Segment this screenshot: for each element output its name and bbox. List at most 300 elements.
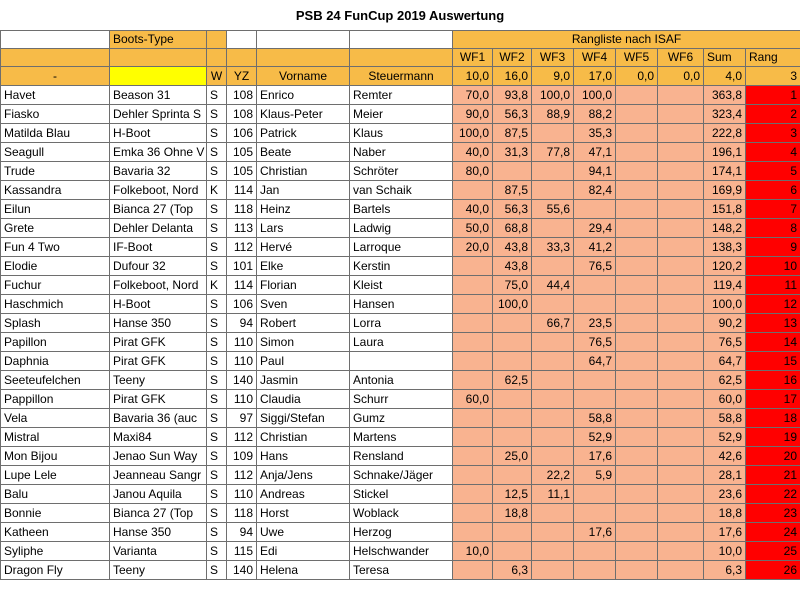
header-rang-value: 3: [746, 67, 800, 86]
wf2-cell: 56,3: [493, 200, 532, 219]
wf2-cell: 43,8: [493, 238, 532, 257]
table-row: [1, 295, 800, 314]
header-row-1: [1, 31, 800, 49]
yz-cell: 106: [227, 295, 257, 314]
wf3-cell: 66,7: [532, 314, 574, 333]
table-row: [1, 124, 800, 143]
header-wf1: WF1: [453, 49, 493, 67]
vorname-cell: Florian: [257, 276, 350, 295]
table-row: [1, 428, 800, 447]
header-w: W: [207, 67, 227, 86]
wf4-cell: [574, 200, 616, 219]
wf6-cell: [658, 390, 704, 409]
table-row: [1, 466, 800, 485]
wf2-cell: [493, 523, 532, 542]
boat-type: Beason 31: [110, 86, 207, 105]
wf6-cell: [658, 314, 704, 333]
yz-cell: 118: [227, 200, 257, 219]
w-cell: S: [207, 314, 227, 333]
vorname-cell: Helena: [257, 561, 350, 580]
steuermann-cell: Herzog: [350, 523, 453, 542]
header-cell-empty: [207, 49, 227, 67]
vorname-cell: Horst: [257, 504, 350, 523]
wf6-cell: [658, 295, 704, 314]
w-cell: S: [207, 428, 227, 447]
vorname-cell: Sven: [257, 295, 350, 314]
vorname-cell: Robert: [257, 314, 350, 333]
header-wf3-value: 9,0: [532, 67, 574, 86]
yz-cell: 114: [227, 276, 257, 295]
wf5-cell: [616, 447, 658, 466]
wf4-cell: 58,8: [574, 409, 616, 428]
sum-cell: 52,9: [704, 428, 746, 447]
wf3-cell: 55,6: [532, 200, 574, 219]
wf5-cell: [616, 542, 658, 561]
wf3-cell: [532, 162, 574, 181]
header-vorname: Vorname: [257, 67, 350, 86]
steuermann-cell: Naber: [350, 143, 453, 162]
boat-type: Folkeboot, Nord: [110, 276, 207, 295]
boat-type: Dufour 32: [110, 257, 207, 276]
boat-type: Hanse 350: [110, 314, 207, 333]
sum-cell: 119,4: [704, 276, 746, 295]
header-wf1-value: 10,0: [453, 67, 493, 86]
yz-cell: 112: [227, 428, 257, 447]
boat-type: Bianca 27 (Top: [110, 200, 207, 219]
vorname-cell: Edi: [257, 542, 350, 561]
yz-cell: 118: [227, 504, 257, 523]
yz-cell: 110: [227, 333, 257, 352]
boat-name: Fuchur: [1, 276, 110, 295]
boat-type: Maxi84: [110, 428, 207, 447]
wf4-cell: [574, 542, 616, 561]
boat-type: Pirat GFK: [110, 352, 207, 371]
wf3-cell: [532, 390, 574, 409]
w-cell: S: [207, 105, 227, 124]
w-cell: S: [207, 542, 227, 561]
steuermann-cell: Schröter: [350, 162, 453, 181]
vorname-cell: Heinz: [257, 200, 350, 219]
wf3-cell: [532, 428, 574, 447]
wf3-cell: [532, 371, 574, 390]
vorname-cell: Simon: [257, 333, 350, 352]
wf1-cell: [453, 352, 493, 371]
sum-cell: 62,5: [704, 371, 746, 390]
wf2-cell: [493, 409, 532, 428]
wf3-cell: 11,1: [532, 485, 574, 504]
steuermann-cell: Bartels: [350, 200, 453, 219]
table-row: [1, 86, 800, 105]
table-row: [1, 390, 800, 409]
wf4-cell: 47,1: [574, 143, 616, 162]
w-cell: S: [207, 238, 227, 257]
boat-type: Pirat GFK: [110, 390, 207, 409]
yz-cell: 114: [227, 181, 257, 200]
wf5-cell: [616, 257, 658, 276]
steuermann-cell: Schurr: [350, 390, 453, 409]
rang-cell: 25: [746, 542, 800, 561]
boat-name: Grete: [1, 219, 110, 238]
wf5-cell: [616, 314, 658, 333]
boat-name: Fun 4 Two: [1, 238, 110, 257]
sum-cell: 76,5: [704, 333, 746, 352]
wf1-cell: [453, 561, 493, 580]
boat-name: Bonnie: [1, 504, 110, 523]
header-wf4: WF4: [574, 49, 616, 67]
wf3-cell: [532, 542, 574, 561]
header-wf5: WF5: [616, 49, 658, 67]
boat-name: Seeteufelchen: [1, 371, 110, 390]
wf1-cell: [453, 523, 493, 542]
yz-cell: 113: [227, 219, 257, 238]
w-cell: S: [207, 143, 227, 162]
boat-type: H-Boot: [110, 124, 207, 143]
rang-cell: 1: [746, 86, 800, 105]
wf5-cell: [616, 466, 658, 485]
table-row: [1, 485, 800, 504]
vorname-cell: Jasmin: [257, 371, 350, 390]
w-cell: S: [207, 485, 227, 504]
wf1-cell: [453, 333, 493, 352]
w-cell: S: [207, 352, 227, 371]
wf5-cell: [616, 143, 658, 162]
table-row: [1, 542, 800, 561]
sum-cell: 222,8: [704, 124, 746, 143]
wf3-cell: [532, 352, 574, 371]
wf6-cell: [658, 561, 704, 580]
steuermann-cell: Stickel: [350, 485, 453, 504]
rang-cell: 9: [746, 238, 800, 257]
wf4-cell: [574, 561, 616, 580]
wf4-cell: 76,5: [574, 257, 616, 276]
wf3-cell: 100,0: [532, 86, 574, 105]
wf2-cell: 12,5: [493, 485, 532, 504]
wf5-cell: [616, 485, 658, 504]
header-wf2-value: 16,0: [493, 67, 532, 86]
wf6-cell: [658, 238, 704, 257]
wf1-cell: [453, 466, 493, 485]
wf2-cell: 93,8: [493, 86, 532, 105]
rang-cell: 13: [746, 314, 800, 333]
vorname-cell: Elke: [257, 257, 350, 276]
wf2-cell: 100,0: [493, 295, 532, 314]
table-row: [1, 181, 800, 200]
wf6-cell: [658, 409, 704, 428]
boat-type: Pirat GFK: [110, 333, 207, 352]
yz-cell: 109: [227, 447, 257, 466]
wf6-cell: [658, 162, 704, 181]
wf5-cell: [616, 409, 658, 428]
header-cell-empty: [350, 49, 453, 67]
wf1-cell: 10,0: [453, 542, 493, 561]
wf6-cell: [658, 466, 704, 485]
boat-type: Emka 36 Ohne V: [110, 143, 207, 162]
wf1-cell: 60,0: [453, 390, 493, 409]
header-row-3: [1, 67, 800, 86]
w-cell: S: [207, 333, 227, 352]
wf5-cell: [616, 523, 658, 542]
steuermann-cell: Kerstin: [350, 257, 453, 276]
header-wf6: WF6: [658, 49, 704, 67]
steuermann-cell: Kleist: [350, 276, 453, 295]
wf4-cell: 35,3: [574, 124, 616, 143]
boat-type: Teeny: [110, 371, 207, 390]
sum-cell: 17,6: [704, 523, 746, 542]
w-cell: S: [207, 295, 227, 314]
w-cell: K: [207, 276, 227, 295]
rang-cell: 11: [746, 276, 800, 295]
wf4-cell: 88,2: [574, 105, 616, 124]
rang-cell: 4: [746, 143, 800, 162]
header-steuermann: Steuermann: [350, 67, 453, 86]
wf1-cell: 40,0: [453, 200, 493, 219]
boat-type: IF-Boot: [110, 238, 207, 257]
header-row-2: [1, 49, 800, 67]
rang-cell: 17: [746, 390, 800, 409]
vorname-cell: Christian: [257, 162, 350, 181]
wf3-cell: [532, 447, 574, 466]
header-rang: Rang: [746, 49, 800, 67]
vorname-cell: Patrick: [257, 124, 350, 143]
wf4-cell: [574, 295, 616, 314]
steuermann-cell: Meier: [350, 105, 453, 124]
boat-name: Splash: [1, 314, 110, 333]
sum-cell: 60,0: [704, 390, 746, 409]
table-row: [1, 276, 800, 295]
vorname-cell: Anja/Jens: [257, 466, 350, 485]
header-dash: -: [1, 67, 110, 86]
w-cell: S: [207, 561, 227, 580]
sum-cell: 151,8: [704, 200, 746, 219]
boat-name: Lupe Lele: [1, 466, 110, 485]
steuermann-cell: Lorra: [350, 314, 453, 333]
wf4-cell: 94,1: [574, 162, 616, 181]
wf3-cell: 33,3: [532, 238, 574, 257]
yz-cell: 115: [227, 542, 257, 561]
rang-cell: 23: [746, 504, 800, 523]
wf4-cell: 17,6: [574, 523, 616, 542]
rang-cell: 20: [746, 447, 800, 466]
wf6-cell: [658, 276, 704, 295]
w-cell: S: [207, 409, 227, 428]
wf5-cell: [616, 200, 658, 219]
sum-cell: 42,6: [704, 447, 746, 466]
wf2-cell: 31,3: [493, 143, 532, 162]
header-wf5-value: 0,0: [616, 67, 658, 86]
yz-cell: 140: [227, 561, 257, 580]
rang-cell: 24: [746, 523, 800, 542]
wf2-cell: 25,0: [493, 447, 532, 466]
wf2-cell: 43,8: [493, 257, 532, 276]
wf6-cell: [658, 447, 704, 466]
wf4-cell: 82,4: [574, 181, 616, 200]
wf1-cell: [453, 371, 493, 390]
wf4-cell: 41,2: [574, 238, 616, 257]
wf3-cell: 77,8: [532, 143, 574, 162]
rang-cell: 19: [746, 428, 800, 447]
wf1-cell: [453, 181, 493, 200]
wf1-cell: 50,0: [453, 219, 493, 238]
table-row: [1, 219, 800, 238]
wf1-cell: [453, 257, 493, 276]
sum-cell: 196,1: [704, 143, 746, 162]
rang-cell: 16: [746, 371, 800, 390]
boat-type: Bavaria 36 (auc: [110, 409, 207, 428]
wf6-cell: [658, 219, 704, 238]
w-cell: S: [207, 466, 227, 485]
header-rangliste: Rangliste nach ISAF: [453, 31, 800, 49]
vorname-cell: Andreas: [257, 485, 350, 504]
wf4-cell: 52,9: [574, 428, 616, 447]
boat-name: Papillon: [1, 333, 110, 352]
wf1-cell: [453, 447, 493, 466]
sum-cell: 174,1: [704, 162, 746, 181]
wf3-cell: [532, 181, 574, 200]
header-cell-empty: [110, 49, 207, 67]
sum-cell: 28,1: [704, 466, 746, 485]
wf2-cell: 68,8: [493, 219, 532, 238]
wf3-cell: [532, 124, 574, 143]
wf5-cell: [616, 295, 658, 314]
boat-name: Trude: [1, 162, 110, 181]
wf5-cell: [616, 276, 658, 295]
vorname-cell: Claudia: [257, 390, 350, 409]
wf5-cell: [616, 181, 658, 200]
yz-cell: 140: [227, 371, 257, 390]
wf4-cell: 64,7: [574, 352, 616, 371]
wf1-cell: 100,0: [453, 124, 493, 143]
yz-cell: 106: [227, 124, 257, 143]
sum-cell: 18,8: [704, 504, 746, 523]
wf3-cell: [532, 219, 574, 238]
wf1-cell: 70,0: [453, 86, 493, 105]
wf4-cell: 100,0: [574, 86, 616, 105]
vorname-cell: Uwe: [257, 523, 350, 542]
boat-name: Vela: [1, 409, 110, 428]
sum-cell: 148,2: [704, 219, 746, 238]
yz-cell: 112: [227, 238, 257, 257]
rang-cell: 3: [746, 124, 800, 143]
wf3-cell: [532, 523, 574, 542]
wf5-cell: [616, 162, 658, 181]
yz-cell: 105: [227, 143, 257, 162]
vorname-cell: Hans: [257, 447, 350, 466]
wf2-cell: [493, 352, 532, 371]
steuermann-cell: Rensland: [350, 447, 453, 466]
rang-cell: 10: [746, 257, 800, 276]
header-cell-empty: [227, 31, 257, 49]
wf2-cell: [493, 428, 532, 447]
steuermann-cell: Helschwander: [350, 542, 453, 561]
boat-name: Dragon Fly: [1, 561, 110, 580]
wf2-cell: 6,3: [493, 561, 532, 580]
yz-cell: 110: [227, 485, 257, 504]
wf2-cell: 18,8: [493, 504, 532, 523]
wf6-cell: [658, 523, 704, 542]
wf5-cell: [616, 333, 658, 352]
boat-name: Haschmich: [1, 295, 110, 314]
header-cell-empty: [350, 31, 453, 49]
wf2-cell: 62,5: [493, 371, 532, 390]
wf4-cell: 17,6: [574, 447, 616, 466]
sum-cell: 90,2: [704, 314, 746, 333]
wf5-cell: [616, 561, 658, 580]
boat-name: Syliphe: [1, 542, 110, 561]
rang-cell: 26: [746, 561, 800, 580]
steuermann-cell: Remter: [350, 86, 453, 105]
table-row: [1, 409, 800, 428]
boat-name: Fiasko: [1, 105, 110, 124]
boat-type: Jenao Sun Way: [110, 447, 207, 466]
steuermann-cell: Schnake/Jäger: [350, 466, 453, 485]
wf2-cell: 75,0: [493, 276, 532, 295]
rang-cell: 14: [746, 333, 800, 352]
boat-name: Eilun: [1, 200, 110, 219]
rang-cell: 5: [746, 162, 800, 181]
steuermann-cell: Hansen: [350, 295, 453, 314]
rang-cell: 22: [746, 485, 800, 504]
wf1-cell: 20,0: [453, 238, 493, 257]
wf6-cell: [658, 181, 704, 200]
w-cell: S: [207, 200, 227, 219]
wf3-cell: [532, 409, 574, 428]
wf3-cell: [532, 295, 574, 314]
vorname-cell: Beate: [257, 143, 350, 162]
wf3-cell: 88,9: [532, 105, 574, 124]
wf3-cell: [532, 504, 574, 523]
boat-type: Janou Aquila: [110, 485, 207, 504]
boat-type: Dehler Sprinta S: [110, 105, 207, 124]
steuermann-cell: Ladwig: [350, 219, 453, 238]
header-cell-empty: [257, 49, 350, 67]
yz-cell: 94: [227, 314, 257, 333]
vorname-cell: Paul: [257, 352, 350, 371]
wf2-cell: [493, 162, 532, 181]
wf1-cell: [453, 276, 493, 295]
rang-cell: 15: [746, 352, 800, 371]
boat-name: Katheen: [1, 523, 110, 542]
wf6-cell: [658, 352, 704, 371]
steuermann-cell: Antonia: [350, 371, 453, 390]
header-wf4-value: 17,0: [574, 67, 616, 86]
w-cell: S: [207, 371, 227, 390]
wf6-cell: [658, 333, 704, 352]
wf6-cell: [658, 86, 704, 105]
sum-cell: 323,4: [704, 105, 746, 124]
wf5-cell: [616, 86, 658, 105]
yz-cell: 112: [227, 466, 257, 485]
wf2-cell: [493, 542, 532, 561]
wf3-cell: 44,4: [532, 276, 574, 295]
table-row: [1, 200, 800, 219]
boat-type: Folkeboot, Nord: [110, 181, 207, 200]
boat-name: Mistral: [1, 428, 110, 447]
w-cell: S: [207, 219, 227, 238]
wf1-cell: 90,0: [453, 105, 493, 124]
sum-cell: 169,9: [704, 181, 746, 200]
yz-cell: 97: [227, 409, 257, 428]
w-cell: K: [207, 181, 227, 200]
yz-cell: 105: [227, 162, 257, 181]
table-row: [1, 371, 800, 390]
wf5-cell: [616, 504, 658, 523]
wf2-cell: [493, 466, 532, 485]
vorname-cell: Enrico: [257, 86, 350, 105]
boat-name: Havet: [1, 86, 110, 105]
sum-cell: 138,3: [704, 238, 746, 257]
wf6-cell: [658, 257, 704, 276]
sum-cell: 10,0: [704, 542, 746, 561]
